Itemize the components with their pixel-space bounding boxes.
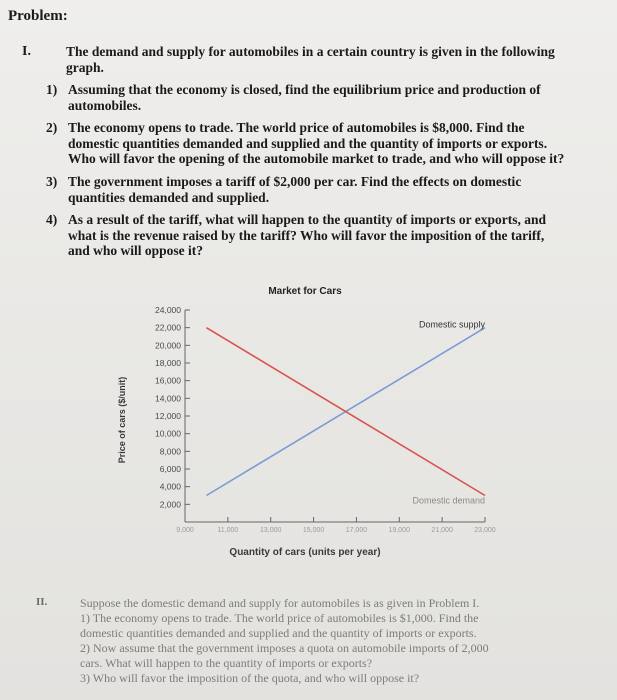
section-2-line: 3) Who will favor the imposition of the quota, and who will oppose it?: [80, 671, 420, 685]
question-text: The economy opens to trade. The world price of automobiles is $8,000. Find the domestic quantities demanded and supplied and the quantity of imports or exports. Who will favor the opening of the automobile market to trade, and who will oppose it?: [68, 120, 565, 166]
section-1-numeral: I.: [22, 44, 31, 59]
question-text: The government imposes a tariff of $2,000 per car. Find the effects on domestic quantities demanded and supplied.: [68, 174, 522, 205]
chart-series: [206, 320, 485, 506]
demand-label: Domestic demand: [412, 495, 485, 506]
question-text: Assuming that the economy is closed, find the equilibrium price and production of automobiles.: [68, 82, 541, 113]
y-tick-label: 22,000: [155, 322, 181, 333]
section-2-line: domestic quantities demanded and supplied and the quantity of imports or exports.: [80, 626, 477, 640]
section-1-intro: The demand and supply for automobiles in a certain country is given in the following graph.: [66, 44, 555, 75]
x-tick-label: 11,000: [217, 527, 239, 534]
y-tick-label: 20,000: [155, 340, 181, 351]
y-tick-label: 16,000: [155, 375, 181, 386]
supply-label: Domestic supply: [418, 319, 485, 330]
question-number: 1): [46, 82, 58, 97]
question-number: 4): [46, 212, 58, 227]
question-number: 2): [46, 120, 58, 135]
y-tick-label: 8,000: [159, 446, 181, 457]
y-tick-label: 4,000: [159, 481, 181, 492]
x-tick-label: 21,000: [431, 527, 453, 534]
x-tick-label: 19,000: [388, 527, 410, 534]
problem-heading: Problem:: [8, 8, 68, 24]
market-for-cars-chart: [100, 280, 520, 565]
question-number: 3): [46, 174, 58, 189]
x-tick-label: 9,000: [176, 527, 194, 534]
y-tick-label: 6,000: [159, 464, 181, 474]
y-tick-label: 18,000: [155, 358, 181, 368]
y-axis-label: Price of cars ($/unit): [117, 376, 127, 464]
section-2-line: 2) Now assume that the government imposes a quota on automobile imports of 2,000: [80, 641, 489, 655]
y-tick-label: 12,000: [155, 411, 181, 421]
section-2-line: Suppose the domestic demand and supply for automobiles is as given in Problem I.: [80, 596, 480, 610]
x-tick-label: 23,000: [474, 527, 496, 534]
question-text: As a result of the tariff, what will happen to the quantity of imports or exports, and what is the revenue raised by the tariff? Who will favor the imposition of the tariff, and who will oppose it?: [68, 212, 547, 258]
section-2-numeral: II.: [36, 596, 48, 608]
y-tick-label: 10,000: [155, 428, 181, 439]
x-tick-label: 15,000: [302, 527, 325, 534]
section-2-line: cars. What will happen to the quantity of imports or exports?: [80, 656, 373, 670]
x-axis-label: Quantity of cars (units per year): [229, 547, 381, 558]
section-2: [0, 590, 617, 700]
x-tick-label: 17,000: [345, 527, 368, 534]
y-tick-label: 14,000: [155, 393, 181, 404]
x-tick-label: 13,000: [260, 527, 282, 534]
chart-title: Market for Cars: [268, 286, 342, 297]
section-2-line: 1) The economy opens to trade. The world price of automobiles is $1,000. Find the: [80, 611, 479, 625]
y-tick-label: 24,000: [155, 305, 181, 315]
y-tick-label: 2,000: [159, 499, 181, 510]
